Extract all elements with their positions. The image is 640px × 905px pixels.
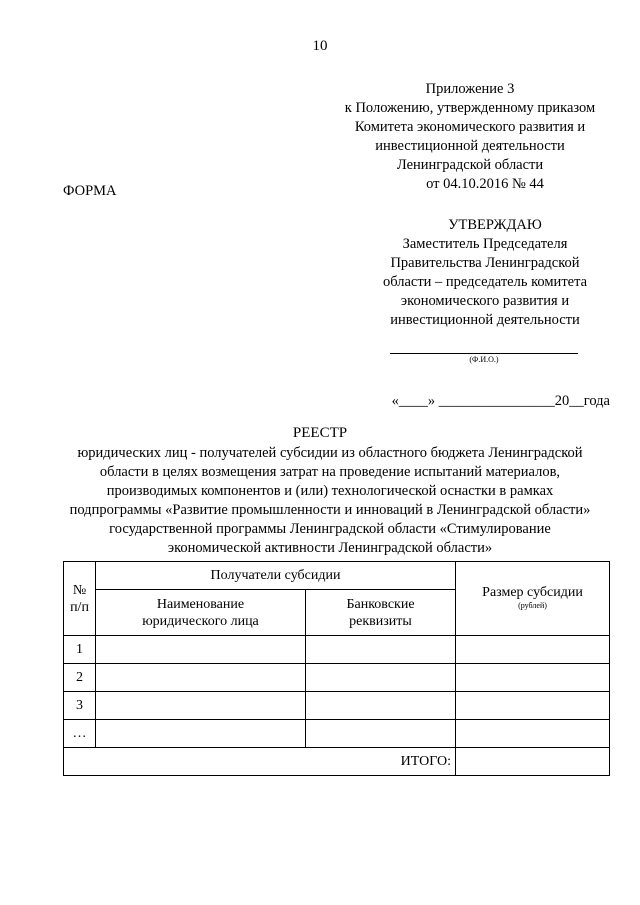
- page-number: 10: [312, 38, 328, 54]
- table-row: [64, 664, 610, 692]
- cell-bank: [306, 692, 456, 720]
- registry-description-line: производимых компонентов и (или) технологической оснастки в рамках: [106, 483, 554, 499]
- approval-line: Правительства Ленинградской: [390, 255, 580, 271]
- registry-description-line: подпрограммы «Развитие промышленности и инноваций в Ленинградской области»: [69, 502, 591, 518]
- row-number: 1: [64, 636, 96, 664]
- cell-amount: [456, 692, 610, 720]
- cell-amount: [456, 720, 610, 748]
- appendix-line: инвестиционной деятельности: [375, 138, 565, 154]
- registry-description-line: юридических лиц - получателей субсидии из областного бюджета Ленинградской: [77, 445, 583, 461]
- header-amount: [456, 562, 610, 636]
- cell-bank: [306, 636, 456, 664]
- form-label: ФОРМА: [63, 183, 117, 199]
- row-number: 2: [64, 664, 96, 692]
- appendix-line: Приложение 3: [425, 81, 515, 97]
- appendix-line: Комитета экономического развития и: [354, 119, 586, 135]
- header-bank: Банковские реквизиты: [306, 590, 456, 636]
- appendix-line: Ленинградской области: [396, 157, 544, 173]
- table-row: [64, 720, 610, 748]
- cell-amount: [456, 636, 610, 664]
- table-row: [64, 636, 610, 664]
- row-number: 3: [64, 692, 96, 720]
- approval-block: [360, 216, 610, 330]
- registry-title: РЕЕСТР: [292, 425, 348, 441]
- table-row: [64, 692, 610, 720]
- appendix-line: к Положению, утвержденному приказом: [344, 100, 596, 116]
- header-recipients: Получатели субсидии: [96, 562, 456, 590]
- header-name: Наименование юридического лица: [96, 590, 306, 636]
- header-number: № п/п: [64, 562, 96, 636]
- total-row: [64, 748, 610, 776]
- total-amount: [456, 748, 610, 776]
- approval-date-line: «____» ________________20__года: [391, 393, 610, 409]
- appendix-line: от 04.10.2016 № 44: [426, 176, 544, 192]
- header-amount-label: Размер субсидии: [482, 585, 583, 600]
- registry-description-line: государственной программы Ленинградской области «Стимулирование: [109, 521, 551, 537]
- approval-line: экономического развития и: [400, 293, 570, 309]
- approval-line: области – председатель комитета: [382, 274, 588, 290]
- registry-description-line: области в целях возмещения затрат на проведение испытаний материалов,: [99, 464, 561, 480]
- cell-bank: [306, 664, 456, 692]
- approval-title: УТВЕРЖДАЮ: [448, 217, 542, 233]
- cell-bank: [306, 720, 456, 748]
- cell-name: [96, 664, 306, 692]
- approval-line: инвестиционной деятельности: [390, 312, 580, 328]
- total-label: ИТОГО:: [64, 748, 456, 776]
- appendix-block: [320, 80, 620, 194]
- registry-description-line: экономической активности Ленинградской области»: [167, 540, 493, 556]
- signature-caption: (Ф.И.О.): [469, 355, 499, 364]
- cell-name: [96, 720, 306, 748]
- cell-name: [96, 636, 306, 664]
- registry-table: [63, 561, 610, 776]
- registry-description: [40, 444, 620, 558]
- cell-amount: [456, 664, 610, 692]
- cell-name: [96, 692, 306, 720]
- signature-line: [390, 353, 578, 354]
- header-amount-unit: (рублей): [518, 601, 547, 610]
- approval-line: Заместитель Председателя: [402, 236, 568, 252]
- row-number: …: [64, 720, 96, 748]
